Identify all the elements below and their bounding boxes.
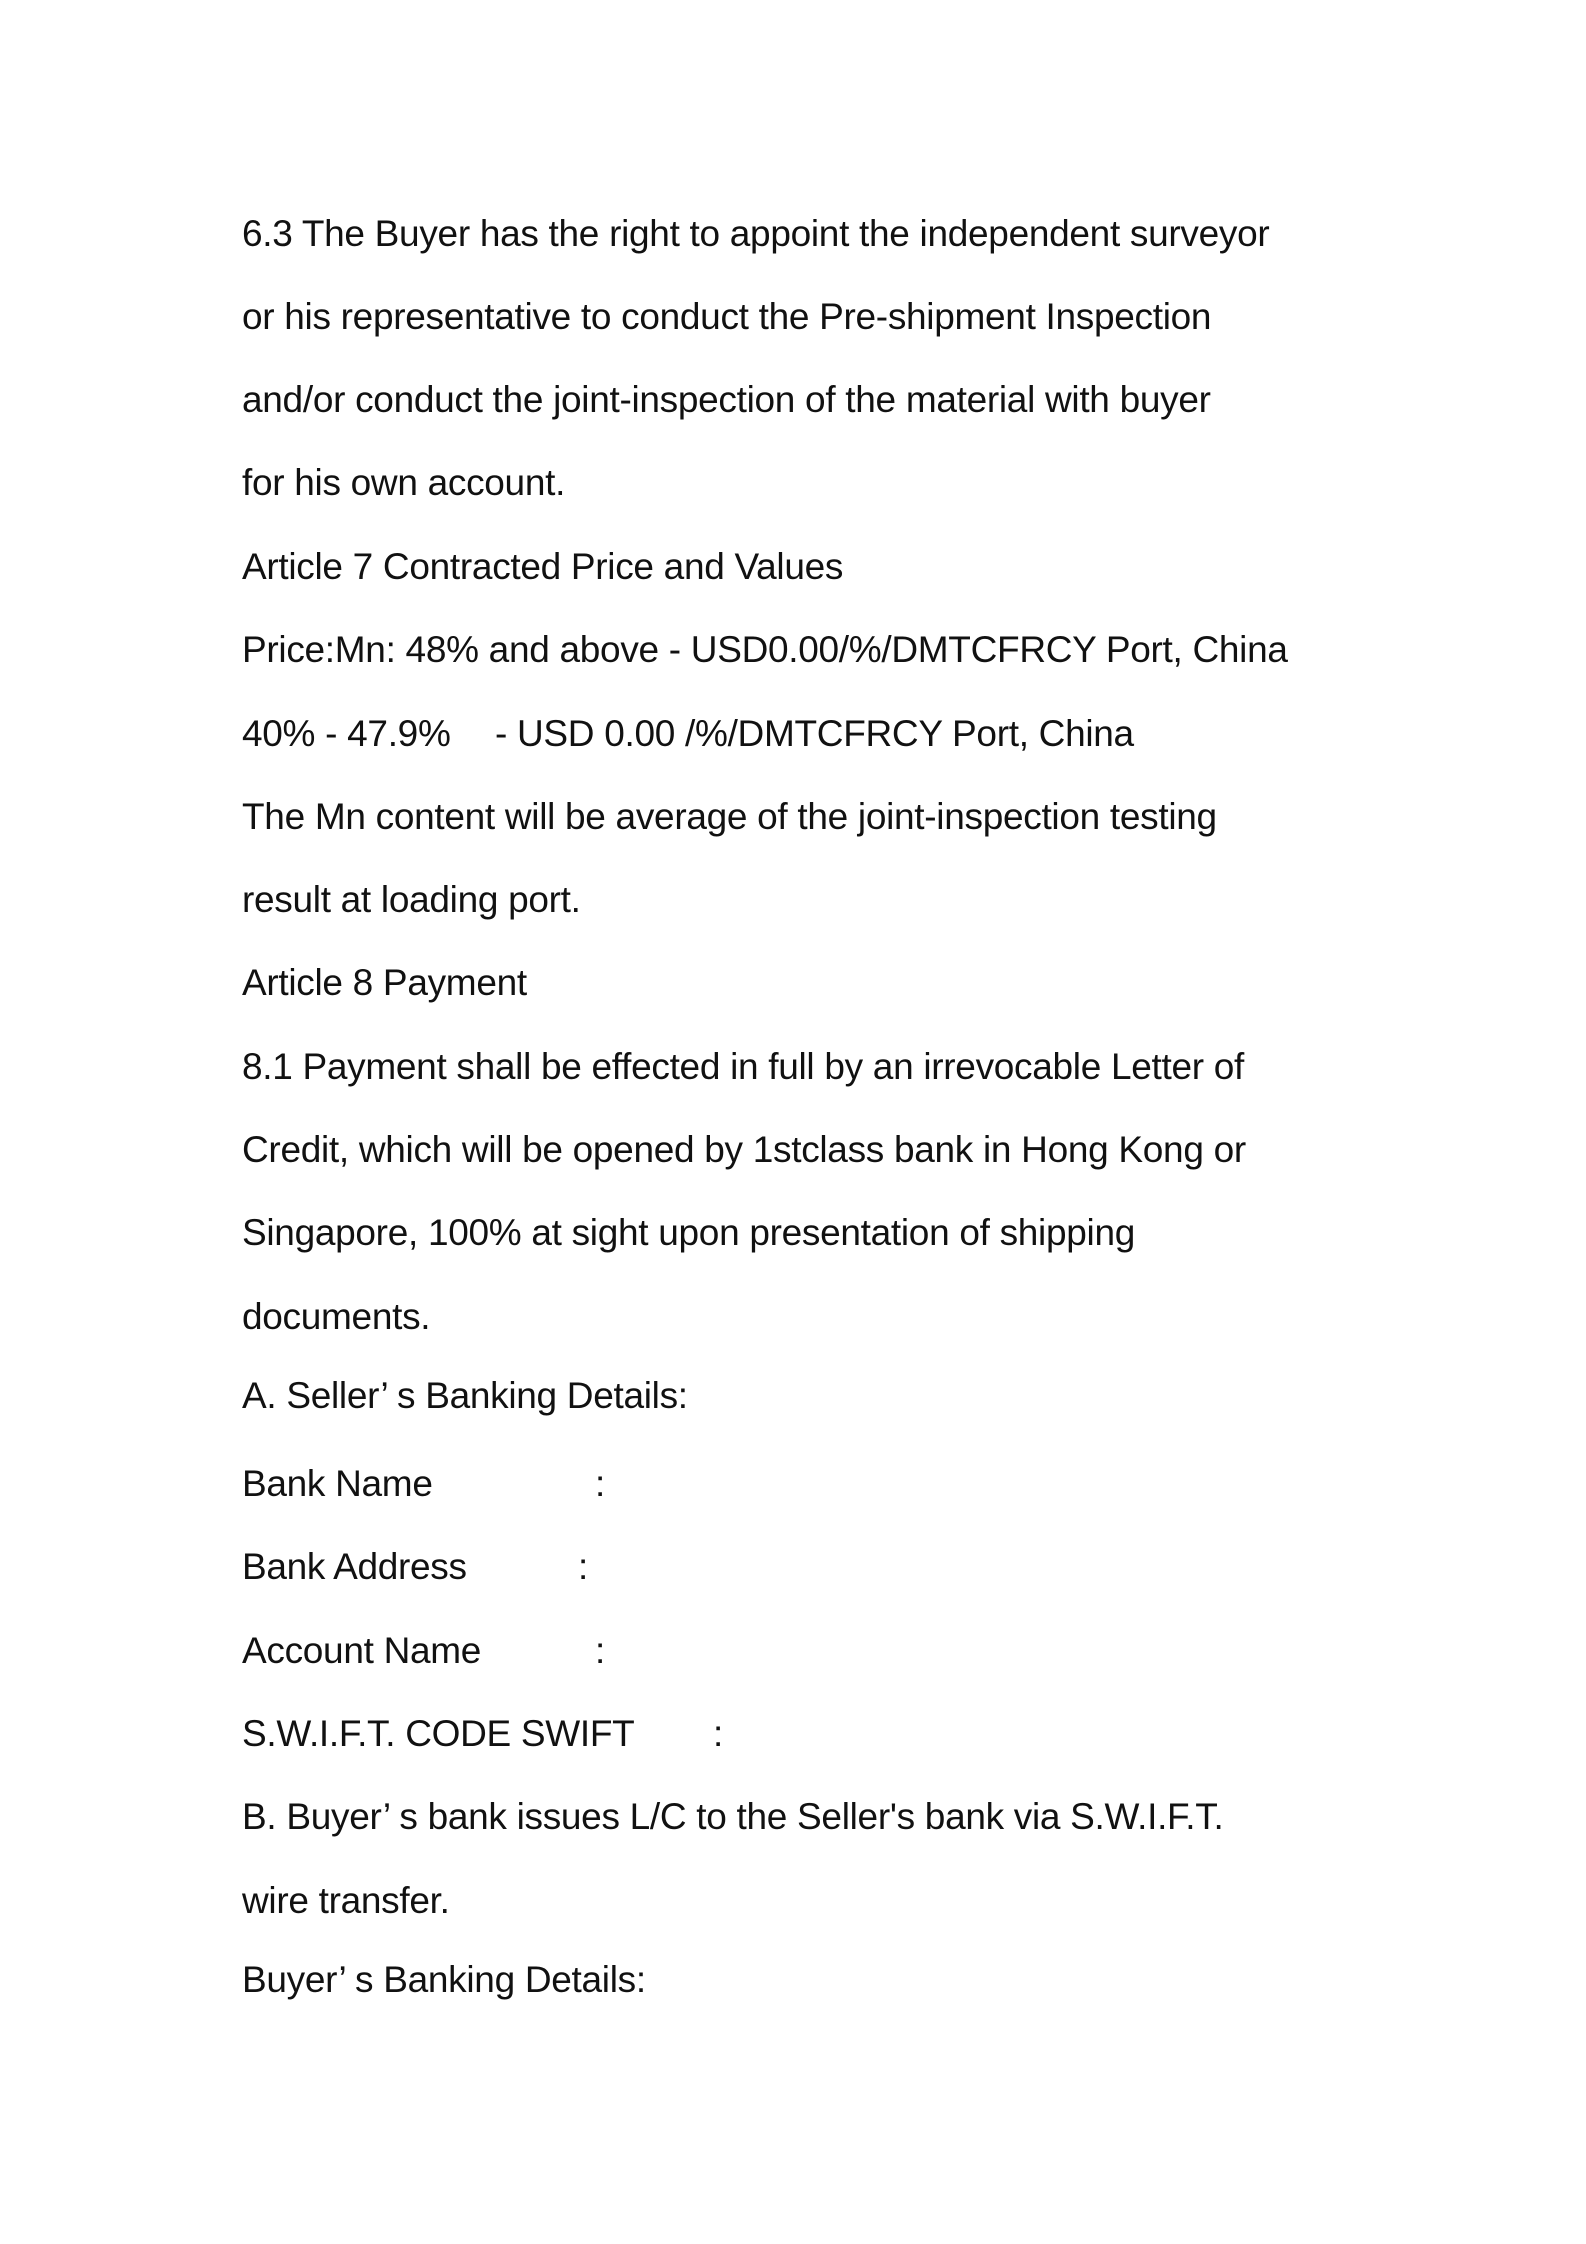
clause-8-1-line-3: Singapore, 100% at sight upon presentation of shipping <box>242 1212 1136 1253</box>
buyer-lc-line-2: wire transfer. <box>242 1880 450 1921</box>
swift-code-label: S.W.I.F.T. CODE SWIFT <box>242 1713 635 1754</box>
bank-address-colon: : <box>578 1546 589 1587</box>
mn-content-line-1: The Mn content will be average of the joint-inspection testing <box>242 796 1217 837</box>
clause-6-3-line-2: or his representative to conduct the Pre-shipment Inspection <box>242 296 1212 337</box>
buyer-lc-line-1: B. Buyer’ s bank issues L/C to the Seller's bank via S.W.I.F.T. <box>242 1796 1224 1837</box>
article-7-heading: Article 7 Contracted Price and Values <box>242 546 844 587</box>
clause-6-3-line-1: 6.3 The Buyer has the right to appoint the independent surveyor <box>242 213 1270 254</box>
seller-banking-heading: A. Seller’ s Banking Details: <box>242 1375 688 1416</box>
account-name-label: Account Name <box>242 1630 482 1671</box>
clause-8-1-line-1: 8.1 Payment shall be effected in full by an irrevocable Letter of <box>242 1046 1245 1087</box>
clause-8-1-line-4: documents. <box>242 1296 431 1337</box>
bank-name-colon: : <box>595 1463 606 1504</box>
price-line-2-value: - USD 0.00 /%/DMTCFRCY Port, China <box>495 713 1134 754</box>
swift-code-colon: : <box>713 1713 724 1754</box>
clause-6-3-line-3: and/or conduct the joint-inspection of the material with buyer <box>242 379 1211 420</box>
price-line-2-range: 40% - 47.9% <box>242 713 451 754</box>
clause-6-3-line-4: for his own account. <box>242 462 566 503</box>
bank-address-label: Bank Address <box>242 1546 467 1587</box>
account-name-colon: : <box>595 1630 606 1671</box>
clause-8-1-line-2: Credit, which will be opened by 1stclass bank in Hong Kong or <box>242 1129 1246 1170</box>
mn-content-line-2: result at loading port. <box>242 879 581 920</box>
price-line-1: Price:Mn: 48% and above - USD0.00/%/DMTCFRCY Port, China <box>242 629 1288 670</box>
bank-name-label: Bank Name <box>242 1463 433 1504</box>
article-8-heading: Article 8 Payment <box>242 962 527 1003</box>
buyer-banking-heading: Buyer’ s Banking Details: <box>242 1959 646 2000</box>
